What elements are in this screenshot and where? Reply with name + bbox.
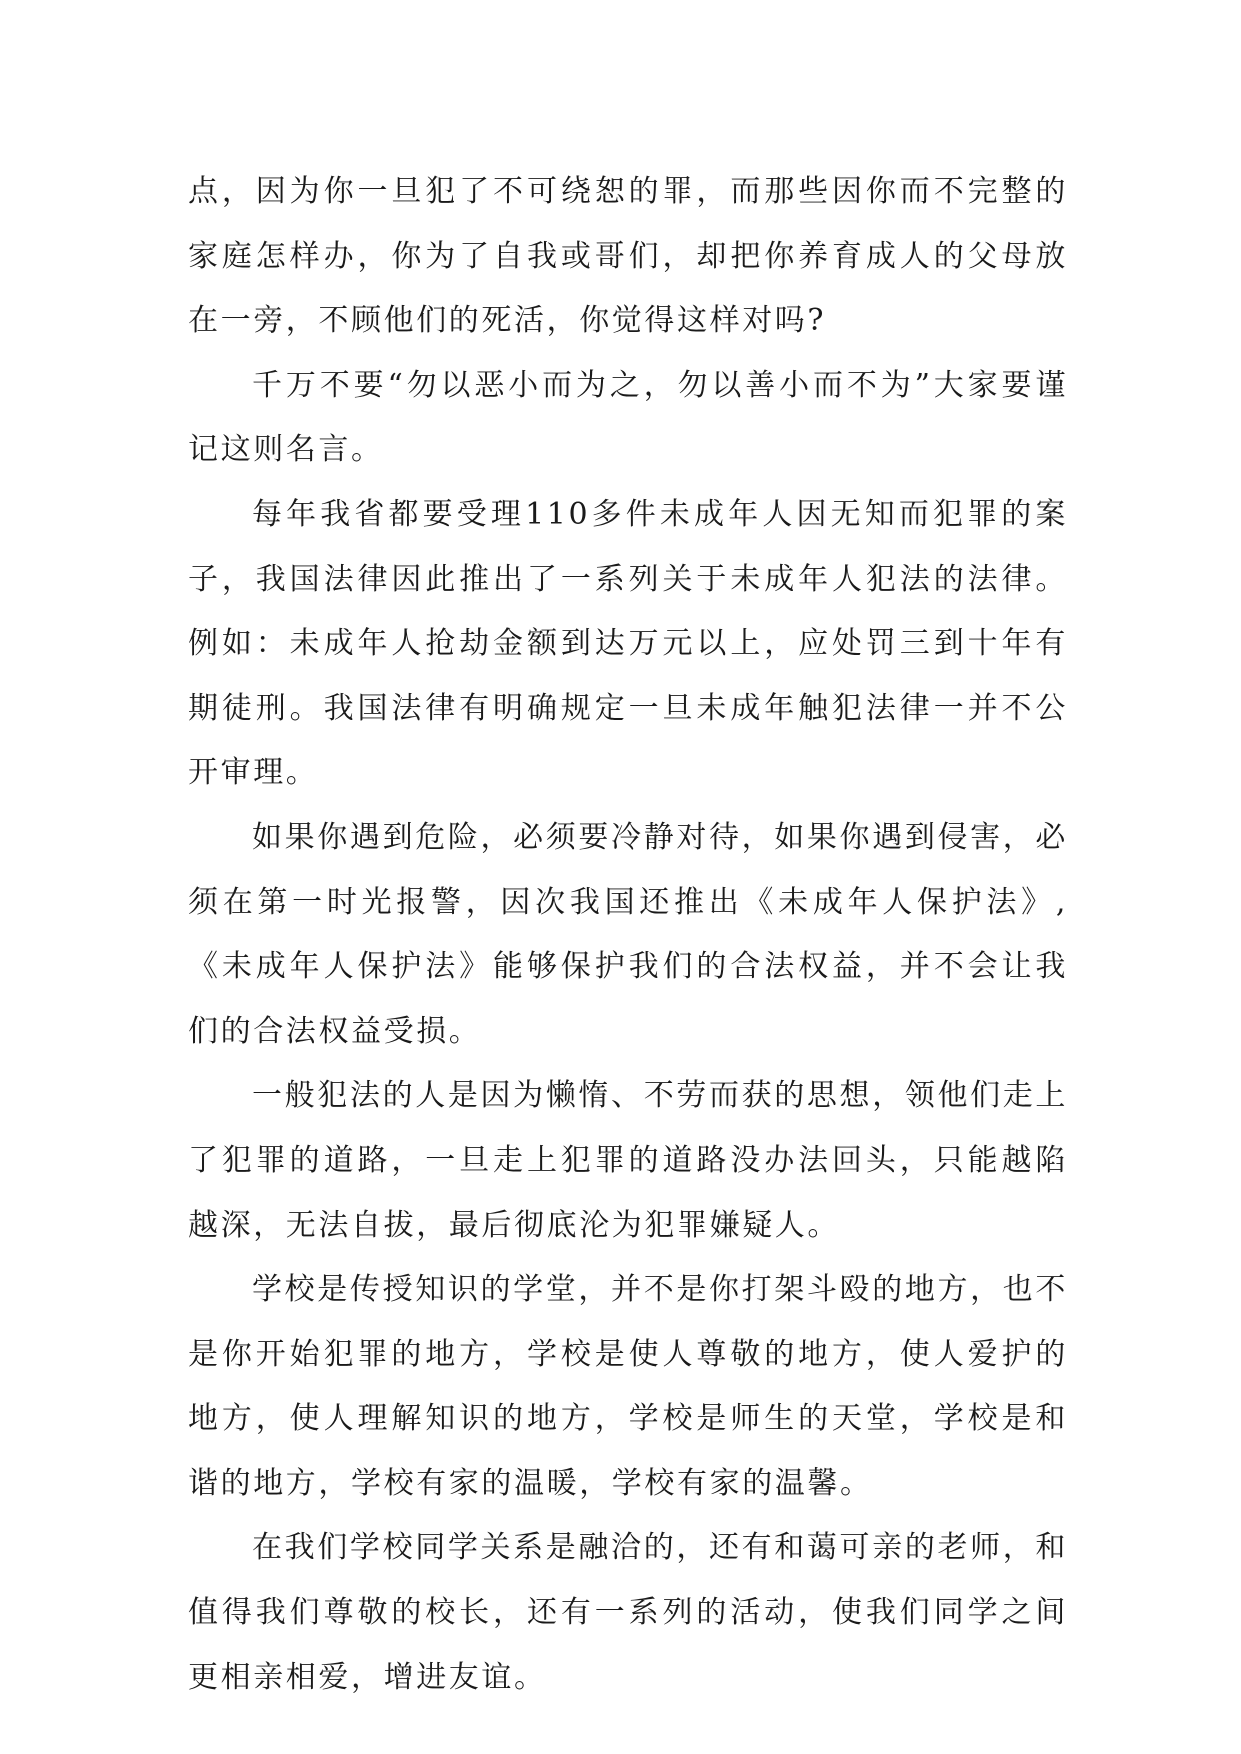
paragraph-7: 在我们学校同学关系是融洽的，还有和蔼可亲的老师，和值得我们尊敬的校长，还有一系列的活动，使我们同学之间更相亲相爱，增进友谊。 bbox=[188, 1530, 1068, 1695]
paragraph-1: 点，因为你一旦犯了不可绕恕的罪，而那些因你而不完整的家庭怎样办，你为了自我或哥们，却把你养育成人的父母放在一旁，不顾他们的死活，你觉得这样对吗? bbox=[188, 174, 1068, 339]
paragraph-3: 每年我省都要受理110多件未成年人因无知而犯罪的案子，我国法律因此推出了一系列关于未成年人犯法的法律。例如：未成年人抢劫金额到达万元以上，应处罚三到十年有期徒刑。我国法律有明确规定一旦未成年触犯法律一并不公开审理。 bbox=[188, 496, 1068, 791]
document-body bbox=[188, 160, 1068, 1710]
paragraph-6: 学校是传授知识的学堂，并不是你打架斗殴的地方，也不是你开始犯罪的地方，学校是使人尊敬的地方，使人爱护的地方，使人理解知识的地方，学校是师生的天堂，学校是和谐的地方，学校有家的温暖，学校有家的温馨。 bbox=[188, 1272, 1068, 1501]
paragraph-4: 如果你遇到危险，必须要冷静对待，如果你遇到侵害，必须在第一时光报警，因次我国还推出《未成年人保护法》,《未成年人保护法》能够保护我们的合法权益，并不会让我们的合法权益受损。 bbox=[188, 819, 1068, 1049]
paragraph-5: 一般犯法的人是因为懒惰、不劳而获的思想，领他们走上了犯罪的道路，一旦走上犯罪的道路没办法回头，只能越陷越深，无法自拔，最后彻底沦为犯罪嫌疑人。 bbox=[188, 1078, 1068, 1243]
paragraph-2: 千万不要“勿以恶小而为之，勿以善小而不为”大家要谨记这则名言。 bbox=[188, 367, 1068, 468]
